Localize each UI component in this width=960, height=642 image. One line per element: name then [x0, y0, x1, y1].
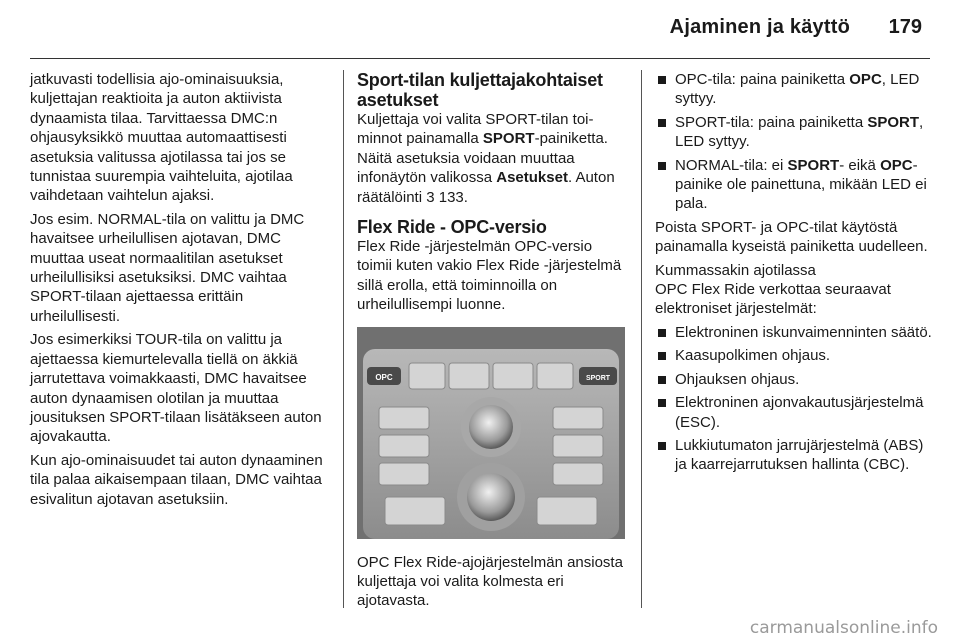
photo-caption: OPC Flex Ride-ajojärjestelmän ansiosta kuljettaja voi valita kolmesta eri ajotavasta. — [357, 553, 623, 610]
header-rule — [30, 58, 930, 59]
column-1 — [30, 70, 330, 513]
text-run: . Auton räätälöinti — [357, 169, 615, 206]
list-item: Lukkiutumaton jarrujärjestelmä (ABS) ja kaarrejarrutuksen hallinta (CBC). — [655, 436, 933, 475]
control-panel-photo — [357, 327, 625, 539]
col1-paragraph-3: Jos esimerkiksi TOUR-tila on valittu ja ajettaessa kiemurtelevalla tiellä on äkkiä jarrutettava voimakkaasti, DMC havaitsee auton dynaamisen olotilan ja muuttaa jousituksen SPORT-tilaan lisätäkseen auton ajovakautta. — [30, 331, 322, 446]
column-2 — [357, 70, 625, 615]
column-3 — [655, 70, 933, 479]
bold-asetukset: Asetukset — [496, 169, 568, 187]
col1-paragraph-2: Jos esim. NORMAL-tila on valittu ja DMC havaitsee urheilullisen ajotavan, DMC muuttaa useat normaalitilan asetukset urheilullisiksi asetuksiksi. DMC vaihtaa SPORT-tilaan ajettaessa erittäin urheilullisesti. — [30, 210, 305, 325]
section-title: Ajaminen ja käyttö — [669, 16, 850, 38]
list-item-opc-mode — [655, 70, 933, 109]
col1-paragraph-1: jatkuvasti todellisia ajo-ominaisuuksia, kuljettajan reaktioita ja auton aktiivista dynaamista tilaa. Tarvittaessa DMC:n ohjausyksikkö muuttaa automaattisesti asetuksia valitussa ajotilassa tai jos se tunnistaa suurempia vaihteluita, ajotilaa vaihdetaan vaihtelun ajaksi. — [30, 71, 293, 205]
text-run: NORMAL-tila: ei — [675, 156, 788, 174]
systems-list — [655, 323, 933, 475]
list-item: Elektroninen ajonvakautusjärjestelmä (ESC). — [655, 393, 933, 432]
column-divider-2 — [641, 70, 642, 608]
col2-paragraph-1 — [357, 110, 625, 207]
text-run: SPORT-tila: paina painiketta — [675, 113, 868, 131]
watermark: carmanualsonline.info — [749, 618, 938, 638]
text-run: Kuljettaja voi valita SPORT-tilan toiminnot painamalla — [357, 111, 594, 148]
text-run: -painike ole painettuna, mikään LED ei pala. — [675, 156, 927, 213]
text-run: -painiketta. Näitä asetuksia voidaan muuttaa infonäytön valikossa — [357, 130, 608, 187]
text-run: , LED syttyy. — [675, 113, 924, 151]
list-item-normal-mode — [655, 156, 933, 214]
bold-sport: SPORT — [867, 113, 920, 131]
page-number: 179 — [888, 16, 922, 38]
col3-paragraph-2 — [655, 261, 933, 319]
text-run: - eikä — [839, 156, 881, 174]
list-item: Elektroninen iskunvaimenninten säätö. — [655, 323, 933, 342]
mode-list — [655, 70, 933, 214]
text-run: , LED syttyy. — [675, 71, 920, 108]
bold-sport: SPORT — [482, 130, 535, 148]
bold-opc: OPC — [849, 71, 882, 88]
page-header — [0, 0, 960, 56]
col1-paragraph-4: Kun ajo-ominaisuudet tai auton dynaaminen tila palaa aikaisempaan tilaan, DMC vaihtaa esivalitun ajotavan asetuksiin. — [30, 451, 323, 508]
page-reference: 3 133. — [426, 188, 468, 206]
col2-paragraph-2: Flex Ride -järjestelmän OPC-versio toimii kuten vakio Flex Ride -järjestelmä sillä erolla, että toiminnoilla on urheilullisempi luonne. — [357, 238, 622, 314]
bold-opc: OPC — [880, 156, 913, 174]
text-run: Kummassakin ajotilassa — [655, 261, 816, 279]
sport-button-label: SPORT — [585, 374, 611, 382]
text-run: OPC-tila: paina painiketta — [675, 71, 850, 88]
bold-sport: SPORT — [787, 156, 840, 174]
opc-button-label: OPC — [375, 372, 393, 382]
list-item-sport-mode — [655, 113, 933, 152]
heading-flex-ride-opc: Flex Ride - OPC-versio — [357, 217, 547, 238]
heading-sport-settings: Sport-tilan kuljettajakohtaiset asetukset — [357, 70, 603, 110]
list-item: Ohjauksen ohjaus. — [655, 370, 933, 389]
text-run: OPC Flex Ride verkottaa seuraavat elektroniset järjestelmät: — [655, 281, 891, 318]
column-divider-1 — [343, 70, 344, 608]
col3-paragraph-1: Poista SPORT- ja OPC-tilat käytöstä painamalla kyseistä painiketta uudelleen. — [655, 218, 928, 256]
list-item: Kaasupolkimen ohjaus. — [655, 346, 933, 365]
